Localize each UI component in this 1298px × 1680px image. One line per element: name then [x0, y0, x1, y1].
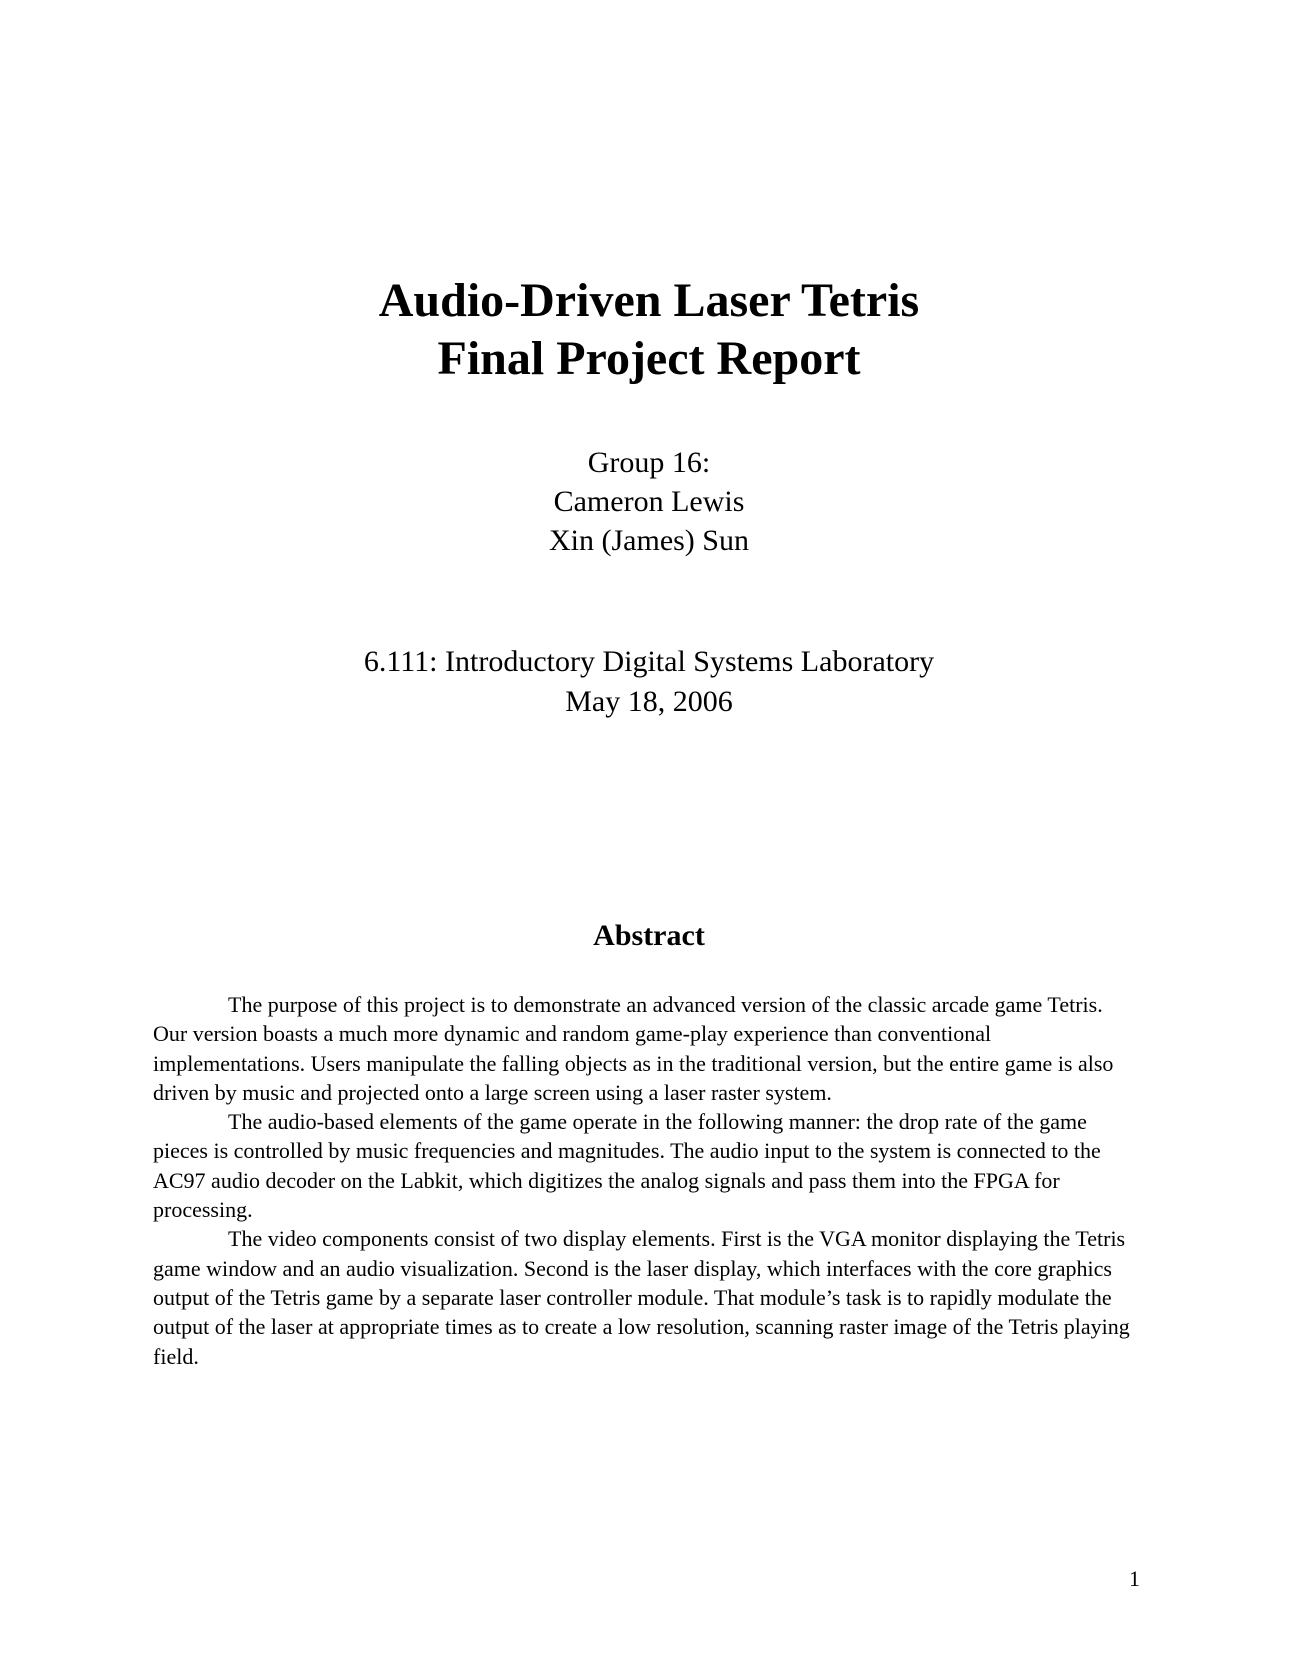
- group-info: [0, 443, 1298, 560]
- abstract-paragraph: The audio-based elements of the game operate in the following manner: the drop rate of the game pieces is controlled by music frequencies and magnitudes. The audio input to the system is connected to the AC97 audio decoder on the Labkit, which digitizes the analog signals and pass them into the FPGA for processing.: [153, 1109, 1101, 1223]
- course-name: 6.111: Introductory Digital Systems Laboratory: [363, 645, 935, 678]
- abstract-body: [153, 990, 1138, 1371]
- course-info: [0, 642, 1298, 722]
- author-name: Cameron Lewis: [553, 485, 745, 518]
- title-line-1: Audio-Driven Laser Tetris: [378, 274, 920, 327]
- abstract-heading: Abstract: [593, 919, 705, 952]
- report-date: May 18, 2006: [565, 685, 733, 718]
- author-name: Xin (James) Sun: [549, 524, 749, 557]
- group-label: Group 16:: [587, 446, 711, 479]
- abstract-paragraph: The video components consist of two display elements. First is the VGA monitor displaying the Tetris game window and an audio visualization. Second is the laser display, which interfaces with the core graphics output of the Tetris game by a separate laser controller module. That module’s task is to rapidly modulate the output of the laser at appropriate times as to create a low resolution, scanning raster image of the Tetris playing field.: [153, 1226, 1130, 1369]
- page-number: 1: [1129, 1566, 1140, 1591]
- abstract-paragraph: The purpose of this project is to demonstrate an advanced version of the classic arcade game Tetris. Our version boasts a much more dynamic and random game-play experience than conventional implementations. Users manipulate the falling objects as in the traditional version, but the entire game is also driven by music and projected onto a large screen using a laser raster system.: [153, 992, 1114, 1105]
- title-line-2: Final Project Report: [437, 332, 861, 385]
- report-title: [0, 272, 1298, 388]
